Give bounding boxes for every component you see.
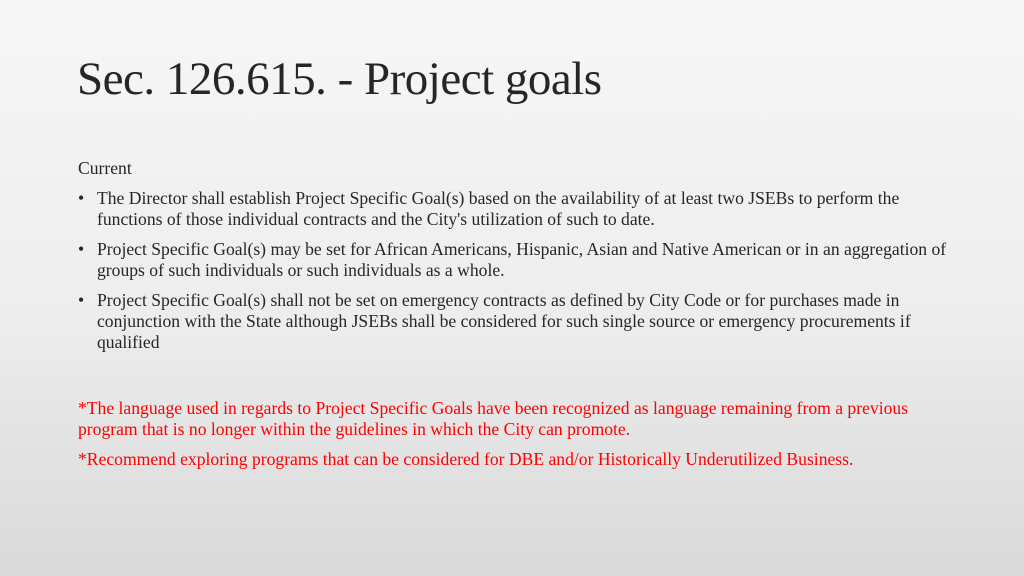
bullet-dot-icon: •	[78, 290, 85, 310]
slide-body	[78, 158, 958, 362]
bullet-text: Project Specific Goal(s) shall not be set on emergency contracts as defined by City Code or for purchases made in conjunction with the State although JSEBs shall be considered for such single source or emergency procurements if qualified	[97, 290, 911, 352]
bullet-item	[78, 290, 958, 353]
note-paragraph: *The language used in regards to Project Specific Goals have been recognized as language remaining from a previous program that is no longer within the guidelines in which the City can promote.	[78, 398, 909, 439]
slide-title: Sec. 126.615. - Project goals	[77, 53, 602, 105]
bullet-text: Project Specific Goal(s) may be set for African Americans, Hispanic, Asian and Native American or in an aggregation of groups of such individuals or such individuals as a whole.	[97, 239, 947, 280]
bullet-dot-icon: •	[78, 188, 85, 208]
section-label: Current	[78, 158, 132, 178]
bullet-item	[78, 188, 958, 230]
notes-block	[78, 398, 958, 479]
bullet-text: The Director shall establish Project Specific Goal(s) based on the availability of at least two JSEBs to perform the functions of those individual contracts and the City's utilization of such to date.	[97, 188, 900, 229]
bullet-item	[78, 239, 958, 281]
bullet-dot-icon: •	[78, 239, 85, 259]
note-paragraph: *Recommend exploring programs that can be considered for DBE and/or Historically Underutilized Business.	[78, 449, 854, 469]
bullet-list	[78, 188, 958, 353]
